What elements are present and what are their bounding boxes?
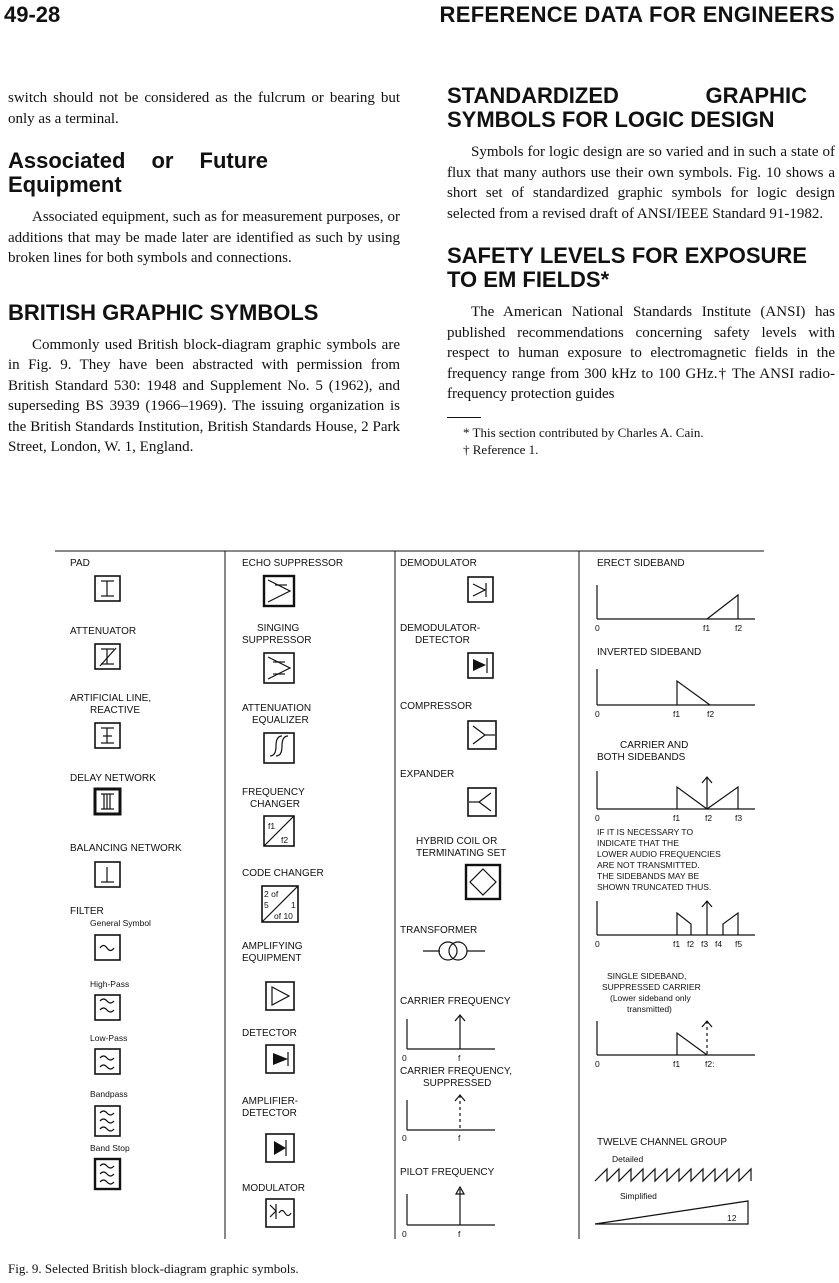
label-modulator: MODULATOR: [242, 1183, 305, 1194]
axis-zero: 0: [402, 1053, 407, 1063]
simplified-value: 12: [727, 1213, 737, 1223]
frequency-changer-symbol: [264, 816, 294, 846]
axis-f2: f2: [707, 709, 715, 719]
axis-zero: 0: [595, 709, 600, 719]
filter-band-stop-symbol: [95, 1159, 120, 1189]
pilot-frequency-graph: [407, 1187, 495, 1225]
label-attenuation: ATTENUATION: [242, 703, 312, 714]
label-pilot-frequency: PILOT FREQUENCY: [400, 1167, 495, 1178]
paragraph: The American National Standards Institute (ANSI) has published recommendations concerning safety levels with respect to human exposure to electromagnetic fields in the frequency range from 300 kHz to 100 GHz.† The ANSI radio-frequency protection guides: [447, 304, 835, 402]
attenuator-symbol: [95, 644, 120, 669]
note-line: IF IT IS NECESSARY TO: [597, 827, 694, 837]
filter-high-pass-symbol: [95, 995, 120, 1020]
axis-f3: f3: [701, 939, 709, 949]
code-top: 2 of: [264, 889, 279, 899]
label-balancing-network: BALANCING NETWORK: [70, 843, 182, 854]
inverted-sideband-graph: [597, 669, 755, 705]
axis-f2: f2: [687, 939, 695, 949]
axis-zero: 0: [595, 813, 600, 823]
hybrid-coil-symbol: [466, 865, 500, 899]
paragraph: Commonly used British block-diagram graphic symbols are in Fig. 9. They have been abstracted with permission from British Standard 530: 1948 and Supplement No. 5 (1962), and superseding BS 3939 (1966–1969). The issuing organization is the British Standards Institution, British Standards House, 2 Park Street, London, W. 1, England.: [8, 336, 400, 455]
code-bottom: of 10: [274, 911, 293, 921]
axis-zero: 0: [595, 1059, 600, 1069]
label-pad: PAD: [70, 558, 90, 569]
code-five: 5: [264, 900, 269, 910]
transformer-symbol: [423, 942, 485, 960]
footnote: * This section contributed by Charles A. Cain.: [463, 424, 704, 440]
axis-f2: f2: [735, 623, 743, 633]
section-heading: BRITISH GRAPHIC SYMBOLS: [8, 299, 319, 325]
note-line: INDICATE THAT THE: [597, 838, 679, 848]
filter-general-symbol: [95, 935, 120, 960]
note-line: LOWER AUDIO FREQUENCIES: [597, 849, 721, 859]
label-attenuator: ATTENUATOR: [70, 626, 137, 637]
ssb-suppressed-carrier-graph: [597, 1021, 755, 1055]
label-expander: EXPANDER: [400, 769, 455, 780]
label-inverted-sideband: INVERTED SIDEBAND: [597, 647, 702, 658]
label-simplified: Simplified: [620, 1191, 657, 1201]
axis-f2: f2: [705, 813, 713, 823]
right-column: [447, 83, 835, 458]
modulator-symbol: [266, 1199, 294, 1227]
twelve-channel-simplified-graph: [595, 1201, 748, 1224]
axis-zero: 0: [402, 1229, 407, 1239]
label-terminating-set: TERMINATING SET: [416, 848, 507, 859]
label-amplifying: AMPLIFYING: [242, 941, 303, 952]
label-carrier-and: CARRIER AND: [620, 740, 689, 751]
paragraph: Associated equipment, such as for measurement purposes, or additions that may be made later are identified as such by using broken lines for both symbols and connections.: [8, 209, 400, 266]
label-amplifier: AMPLIFIER-: [242, 1096, 299, 1107]
axis-f2: f2:: [705, 1059, 715, 1069]
detector-symbol: [266, 1045, 294, 1073]
figure-9-symbols: [55, 549, 835, 1249]
label-high-pass: High-Pass: [90, 979, 130, 989]
label-single-sideband: SINGLE SIDEBAND,: [607, 971, 687, 981]
label-detector: DETECTOR: [242, 1028, 297, 1039]
label-carrier-frequency: CARRIER FREQUENCY: [400, 996, 511, 1007]
label-demodulator: DEMODULATOR: [400, 558, 477, 569]
axis-zero: 0: [595, 623, 600, 633]
label-carrier-suppressed-1: CARRIER FREQUENCY,: [400, 1066, 513, 1077]
carrier-both-sidebands-graph: [597, 771, 755, 809]
f2-label: f2: [281, 835, 289, 845]
footnote-rule: [447, 417, 481, 418]
f1-label: f1: [268, 821, 276, 831]
carrier-suppressed-graph: [407, 1095, 495, 1130]
label-equalizer: EQUALIZER: [252, 715, 309, 726]
label-code-changer: CODE CHANGER: [242, 868, 324, 879]
note-line: ARE NOT TRANSMITTED.: [597, 860, 700, 870]
label-transformer: TRANSFORMER: [400, 925, 478, 936]
label-carrier-suppressed-2: SUPPRESSED: [423, 1078, 492, 1089]
axis-f: f: [458, 1229, 461, 1239]
delay-network-symbol: [95, 789, 120, 814]
label-changer: CHANGER: [250, 799, 301, 810]
axis-f1: f1: [673, 709, 681, 719]
axis-f4: f4: [715, 939, 723, 949]
label-erect-sideband: ERECT SIDEBAND: [597, 558, 685, 569]
truncated-sidebands-graph: [597, 901, 755, 935]
note-line: THE SIDEBANDS MAY BE: [597, 871, 700, 881]
label-both-sidebands: BOTH SIDEBANDS: [597, 752, 686, 763]
label-suppressed-carrier: SUPPRESSED CARRIER: [602, 982, 701, 992]
pad-symbol: [95, 576, 120, 601]
label-frequency: FREQUENCY: [242, 787, 305, 798]
left-column: [8, 88, 400, 458]
axis-f5: f5: [735, 939, 743, 949]
axis-zero: 0: [402, 1133, 407, 1143]
label-detailed: Detailed: [612, 1154, 644, 1164]
compressor-symbol: [468, 721, 496, 749]
label-amplifier-detector: DETECTOR: [242, 1108, 297, 1119]
label-transmitted: transmitted): [627, 1004, 672, 1014]
label-echo-suppressor: ECHO SUPPRESSOR: [242, 558, 344, 569]
label-twelve-channel-group: TWELVE CHANNEL GROUP: [597, 1137, 728, 1148]
section-heading: Associated or Future Equipment: [8, 148, 268, 197]
label-artificial-line: ARTIFICIAL LINE,: [70, 693, 152, 704]
label-low-pass: Low-Pass: [90, 1033, 128, 1043]
label-delay-network: DELAY NETWORK: [70, 773, 156, 784]
label-reactive: REACTIVE: [90, 705, 141, 716]
label-filter: FILTER: [70, 906, 104, 917]
code-one: 1: [291, 900, 296, 910]
label-compressor: COMPRESSOR: [400, 701, 473, 712]
axis-f3: f3: [735, 813, 743, 823]
label-bandpass: Bandpass: [90, 1089, 128, 1099]
paragraph: Symbols for logic design are so varied and in such a state of flux that many authors use their own symbols. Fig. 10 shows a short set of standardized graphic symbols for logic design selected from a revised draft of ANSI/IEEE Standard 91-1982.: [447, 144, 835, 222]
label-suppressor: SUPPRESSOR: [242, 635, 312, 646]
running-title: REFERENCE DATA FOR ENGINEERS: [439, 2, 835, 27]
carrier-frequency-graph: [407, 1015, 495, 1049]
axis-f1: f1: [703, 623, 711, 633]
axis-f1: f1: [673, 813, 681, 823]
axis-f: f: [458, 1133, 461, 1143]
label-hybrid-coil: HYBRID COIL OR: [416, 836, 498, 847]
axis-f1: f1: [673, 939, 681, 949]
figure-caption: Fig. 9. Selected British block-diagram graphic symbols.: [8, 1261, 299, 1276]
label-detector-2: DETECTOR: [415, 635, 470, 646]
label-singing: SINGING: [257, 623, 300, 634]
label-lower-sideband-only: (Lower sideband only: [610, 993, 691, 1003]
note-line: SHOWN TRUNCATED THUS.: [597, 882, 712, 892]
label-general-symbol: General Symbol: [90, 918, 151, 928]
label-band-stop: Band Stop: [90, 1143, 130, 1153]
label-equipment: EQUIPMENT: [242, 953, 302, 964]
filter-bandpass-symbol: [95, 1106, 120, 1136]
erect-sideband-graph: [597, 585, 755, 619]
balancing-network-symbol: [95, 862, 120, 887]
footnote: † Reference 1.: [463, 441, 539, 457]
axis-f1: f1: [673, 1059, 681, 1069]
axis-zero: 0: [595, 939, 600, 949]
amplifier-detector-symbol: [266, 1134, 294, 1162]
axis-f: f: [458, 1053, 461, 1063]
section-heading: STANDARDIZED GRAPHIC SYMBOLS FOR LOGIC DESIGN: [447, 83, 807, 132]
demodulator-symbol: [468, 577, 493, 602]
expander-symbol: [468, 788, 496, 816]
code-changer-symbol: [262, 886, 298, 922]
artificial-line-symbol: [95, 723, 120, 748]
filter-low-pass-symbol: [95, 1049, 120, 1074]
demodulator-detector-symbol: [468, 653, 493, 678]
label-demodulator-detector: DEMODULATOR-: [400, 623, 481, 634]
singing-suppressor-symbol: [264, 653, 294, 683]
attenuation-equalizer-symbol: [264, 733, 294, 763]
twelve-channel-detailed-graph: [595, 1169, 751, 1181]
section-heading: SAFETY LEVELS FOR EXPOSURE TO EM FIELDS*: [447, 243, 807, 292]
amplifying-equipment-symbol: [266, 982, 294, 1010]
page-number: 49-28: [4, 2, 61, 27]
paragraph: switch should not be considered as the fulcrum or bearing but only as a terminal.: [8, 90, 400, 127]
echo-suppressor-symbol: [264, 576, 294, 606]
